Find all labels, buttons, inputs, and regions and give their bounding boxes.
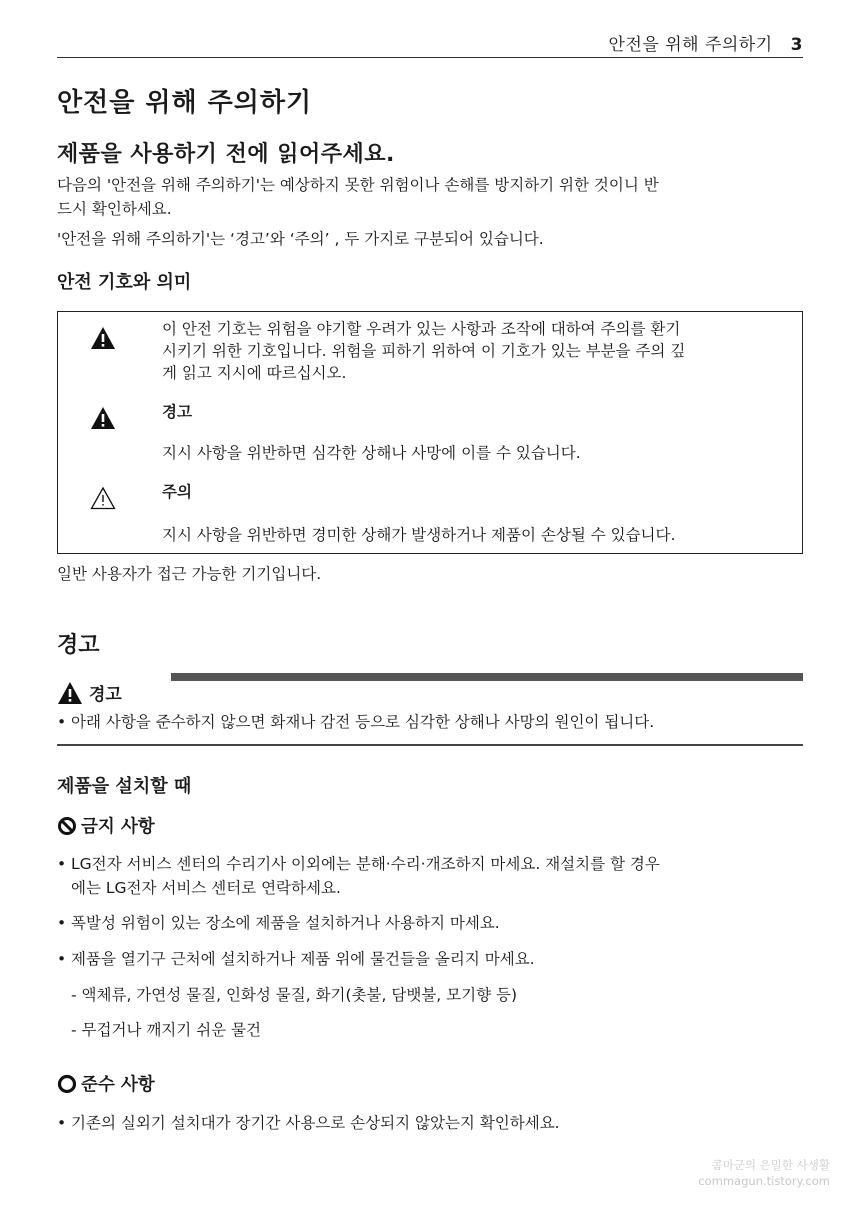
prohibited-bullet-2 — [57, 911, 803, 935]
prohibited-icon — [57, 816, 77, 836]
prohibited-bullet-3 — [57, 947, 803, 971]
bullet-dot: • — [57, 914, 67, 932]
watermark-line2: commagun.tistory.com — [698, 1174, 830, 1188]
prohibited-dash-2: - 무겁거나 깨지기 쉬운 물건 — [71, 1021, 262, 1039]
warning-text: 지시 사항을 위반하면 심각한 상해나 사망에 이를 수 있습니다. — [162, 444, 581, 462]
warning-box-label — [57, 680, 122, 705]
warning-triangle-icon — [57, 681, 83, 705]
caution-label: 주의 — [162, 483, 192, 501]
watermark — [698, 1157, 830, 1189]
warning-section-title: 경고 — [57, 633, 100, 658]
bullet-dot: • — [57, 1114, 67, 1132]
prohibited-title: 금지 사항 — [81, 817, 155, 837]
prohibited-heading — [57, 813, 155, 838]
general-symbol-text-line2: 시키기 위한 기호입니다. 위험을 피하기 위하여 이 기호가 있는 부분을 주의 깊 — [162, 342, 686, 360]
intro-para1-line2: 드시 확인하세요. — [57, 200, 172, 218]
caution-text: 지시 사항을 위반하면 경미한 상해가 발생하거나 제품이 손상될 수 있습니다. — [162, 526, 676, 544]
prohibited-bullet-1-line1: LG전자 서비스 센터의 수리기사 이외에는 분해·수리·개조하지 마세요. 재설치를 할 경우 — [71, 855, 660, 873]
general-symbol-text-line1: 이 안전 기호는 위험을 야기할 우려가 있는 사항과 조작에 대하여 주의를 환기 — [162, 320, 681, 338]
install-heading: 제품을 설치할 때 — [57, 776, 192, 797]
intro-para2: '안전을 위해 주의하기'는 ‘경고’와 ‘주의’ , 두 가지로 구분되어 있습니다. — [57, 230, 544, 248]
symbols-heading: 안전 기호와 의미 — [57, 272, 192, 293]
running-header — [609, 30, 803, 55]
prohibited-bullet-1 — [57, 852, 803, 900]
watermark-line1: 콤마군의 은밀한 사생활 — [711, 1158, 830, 1172]
compliance-bullet-1-text: 기존의 실외기 설치대가 장기간 사용으로 손상되지 않았는지 확인하세요. — [71, 1114, 560, 1132]
page-number: 3 — [790, 35, 803, 55]
warning-header-bar — [171, 673, 803, 681]
warning-label: 경고 — [162, 403, 192, 421]
intro-para1-line1: 다음의 '안전을 위해 주의하기'는 예상하지 못한 위험이나 손해를 방지하기 위한 것이니 반 — [57, 176, 659, 194]
caution-outline-icon — [90, 486, 116, 510]
compliance-circle-icon — [57, 1074, 77, 1094]
prohibited-dash-1: - 액체류, 가연성 물질, 인화성 물질, 화기(촛불, 담뱃불, 모기향 등) — [71, 986, 518, 1004]
header-divider — [57, 57, 803, 58]
prohibited-bullet-3-text: 제품을 열기구 근처에 설치하거나 제품 위에 물건들을 올리지 마세요. — [71, 950, 535, 968]
safety-symbol-box — [57, 311, 803, 554]
bullet-dot: • — [57, 855, 67, 873]
warning-bullet-text: 아래 사항을 준수하지 않으면 화재나 감전 등으로 심각한 상해나 사망의 원인이 됩니다. — [71, 713, 655, 731]
bullet-dot: • — [57, 713, 67, 731]
prohibited-bullet-2-text: 폭발성 위험이 있는 장소에 제품을 설치하거나 사용하지 마세요. — [71, 914, 500, 932]
general-symbol-text-line3: 게 읽고 지시에 따르십시오. — [162, 364, 347, 382]
warning-bullet — [57, 710, 803, 734]
compliance-heading — [57, 1071, 155, 1096]
intro-heading: 제품을 사용하기 전에 읽어주세요. — [57, 142, 395, 167]
warning-bottom-divider — [57, 744, 803, 746]
warning-triangle-icon — [90, 326, 116, 350]
bullet-dot: • — [57, 950, 67, 968]
page-title: 안전을 위해 주의하기 — [57, 88, 313, 118]
warning-box-label-text: 경고 — [89, 685, 122, 705]
prohibited-bullet-1-line2: 에는 LG전자 서비스 센터로 연락하세요. — [71, 879, 341, 897]
compliance-title: 준수 사항 — [81, 1075, 155, 1095]
symbols-note: 일반 사용자가 접근 가능한 기기입니다. — [57, 565, 322, 583]
warning-filled-icon — [90, 406, 116, 430]
running-header-title: 안전을 위해 주의하기 — [608, 35, 773, 55]
compliance-bullet-1 — [57, 1111, 803, 1135]
